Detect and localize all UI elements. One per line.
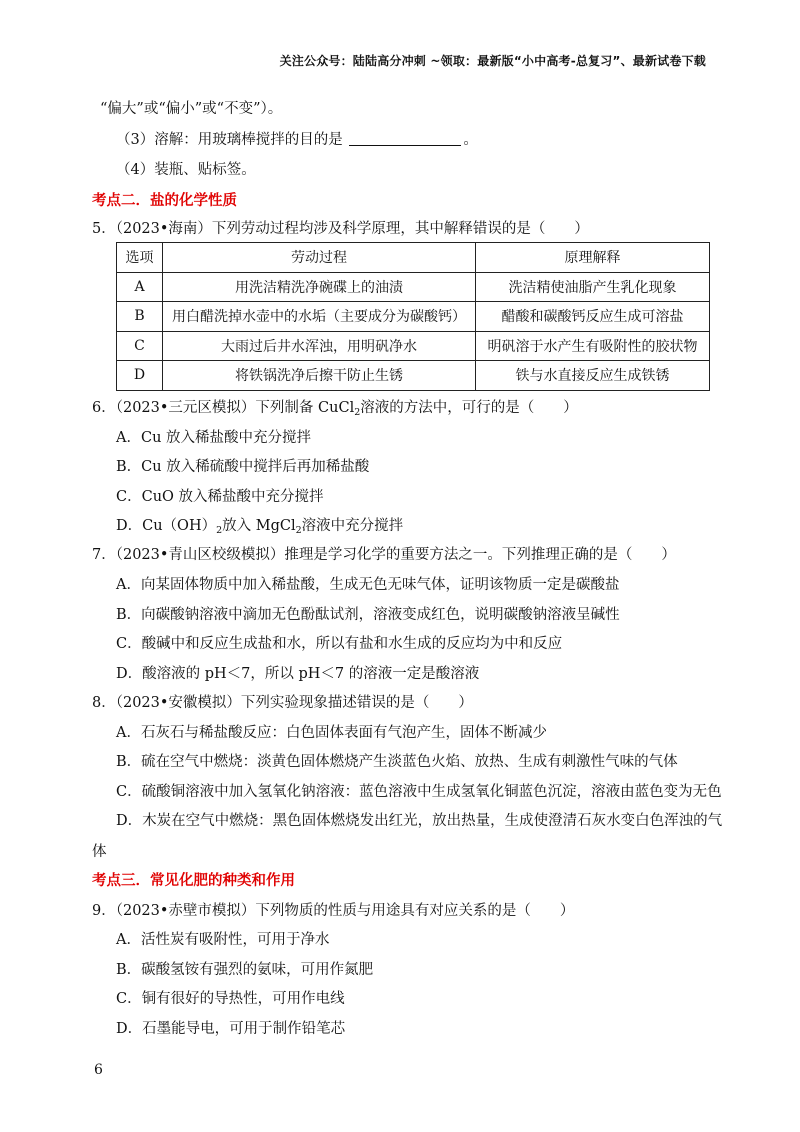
- subscript: 2: [354, 407, 361, 418]
- table-header-cell: 劳动过程: [163, 243, 476, 273]
- option-b: B．硫在空气中燃烧：淡黄色固体燃烧产生淡蓝色火焰、放热、生成有刺激性气味的气体: [116, 754, 678, 770]
- option-c: C．硫酸铜溶液中加入氢氧化钠溶液：蓝色溶液中生成氢氧化铜蓝色沉淀，溶液由蓝色变为无色: [116, 784, 722, 800]
- question-5-stem: 5．（2023•海南）下列劳动过程均涉及科学原理，其中解释错误的是（ ）: [92, 221, 589, 237]
- table-row: [117, 331, 710, 361]
- subscript: 2: [216, 525, 223, 536]
- section-title: 考点二．盐的化学性质: [92, 193, 237, 209]
- table-cell: 大雨过后井水浑浊，用明矾净水: [163, 331, 476, 361]
- punctuation: 。: [463, 132, 478, 148]
- option-part: 放入 MgCl: [222, 518, 296, 534]
- fill-question-text: （3）溶解：用玻璃棒搅拌的目的是: [116, 132, 348, 148]
- page-header: 关注公众号：陆陆高分冲刺 ~领取：最新版“小中高考-总复习”、最新试卷下载: [279, 54, 706, 68]
- table-row: [117, 361, 710, 391]
- table-cell: C: [117, 331, 163, 361]
- option-part: D．Cu（OH）: [116, 518, 217, 534]
- option-a: A．活性炭有吸附性，可用于净水: [116, 932, 330, 948]
- option-c: C．CuO 放入稀盐酸中充分搅拌: [116, 489, 324, 505]
- stem-part: 溶液的方法中，可行的是（ ）: [360, 400, 578, 416]
- table-header-row: [117, 243, 710, 273]
- question-6-stem: [92, 396, 578, 418]
- table-header-cell: 选项: [117, 243, 163, 273]
- option-d: D．酸溶液的 pH＜7，所以 pH＜7 的溶液一定是酸溶液: [116, 666, 480, 682]
- option-a: A．Cu 放入稀盐酸中充分搅拌: [116, 430, 312, 446]
- subscript: 2: [295, 525, 302, 536]
- option-d-continuation: 体: [92, 844, 107, 860]
- question-5-table: [116, 242, 710, 391]
- option-part: 溶液中充分搅拌: [301, 518, 404, 534]
- table-row: [117, 302, 710, 332]
- option-c: C．酸碱中和反应生成盐和水，所以有盐和水生成的反应均为中和反应: [116, 636, 563, 652]
- option-d: D．石墨能导电，可用于制作铅笔芯: [116, 1021, 346, 1037]
- table-cell: 醋酸和碳酸钙反应生成可溶盐: [476, 302, 710, 332]
- table-row: [117, 272, 710, 302]
- page-number: 6: [94, 1062, 103, 1078]
- section-title: 考点三．常见化肥的种类和作用: [92, 873, 295, 889]
- option-b: B．碳酸氢铵有强烈的氨味，可用作氮肥: [116, 962, 374, 978]
- question-7-stem: 7．（2023•青山区校级模拟）推理是学习化学的重要方法之一。下列推理正确的是（ ）: [92, 547, 676, 563]
- option-b: B．Cu 放入稀硫酸中搅拌后再加稀盐酸: [116, 459, 370, 475]
- table-cell: 用洗洁精洗净碗碟上的油渍: [163, 272, 476, 302]
- question-9-stem: 9．（2023•赤壁市模拟）下列物质的性质与用途具有对应关系的是（ ）: [92, 903, 575, 919]
- table-cell: 用白醋洗掉水壶中的水垢（主要成分为碳酸钙）: [163, 302, 476, 332]
- table-cell: 明矾溶于水产生有吸附性的胶状物: [476, 331, 710, 361]
- option-a: A．向某固体物质中加入稀盐酸，生成无色无味气体，证明该物质一定是碳酸盐: [116, 577, 620, 593]
- text-line: [116, 128, 478, 149]
- answer-blank: [349, 132, 461, 146]
- question-8-stem: 8．（2023•安徽模拟）下列实验现象描述错误的是（ ）: [92, 695, 473, 711]
- table-cell: A: [117, 272, 163, 302]
- table-cell: B: [117, 302, 163, 332]
- option-c: C．铜有很好的导热性，可用作电线: [116, 991, 345, 1007]
- text-line: “偏大”或“偏小”或“不变”）。: [100, 101, 283, 117]
- table-cell: 洗洁精使油脂产生乳化现象: [476, 272, 710, 302]
- option-d: D．木炭在空气中燃烧：黑色固体燃烧发出红光，放出热量，生成使澄清石灰水变白色浑浊的气: [116, 813, 723, 829]
- option-d: [116, 514, 403, 536]
- table-cell: 将铁锅洗净后擦干防止生锈: [163, 361, 476, 391]
- option-a: A．石灰石与稀盐酸反应：白色固体表面有气泡产生，固体不断减少: [116, 725, 547, 741]
- table-header-cell: 原理解释: [476, 243, 710, 273]
- table-cell: D: [117, 361, 163, 391]
- text-line: （4）装瓶、贴标签。: [116, 162, 256, 178]
- option-b: B．向碳酸钠溶液中滴加无色酚酞试剂，溶液变成红色，说明碳酸钠溶液呈碱性: [116, 607, 620, 623]
- table-cell: 铁与水直接反应生成铁锈: [476, 361, 710, 391]
- stem-part: 6．（2023•三元区模拟）下列制备 CuCl: [92, 400, 355, 416]
